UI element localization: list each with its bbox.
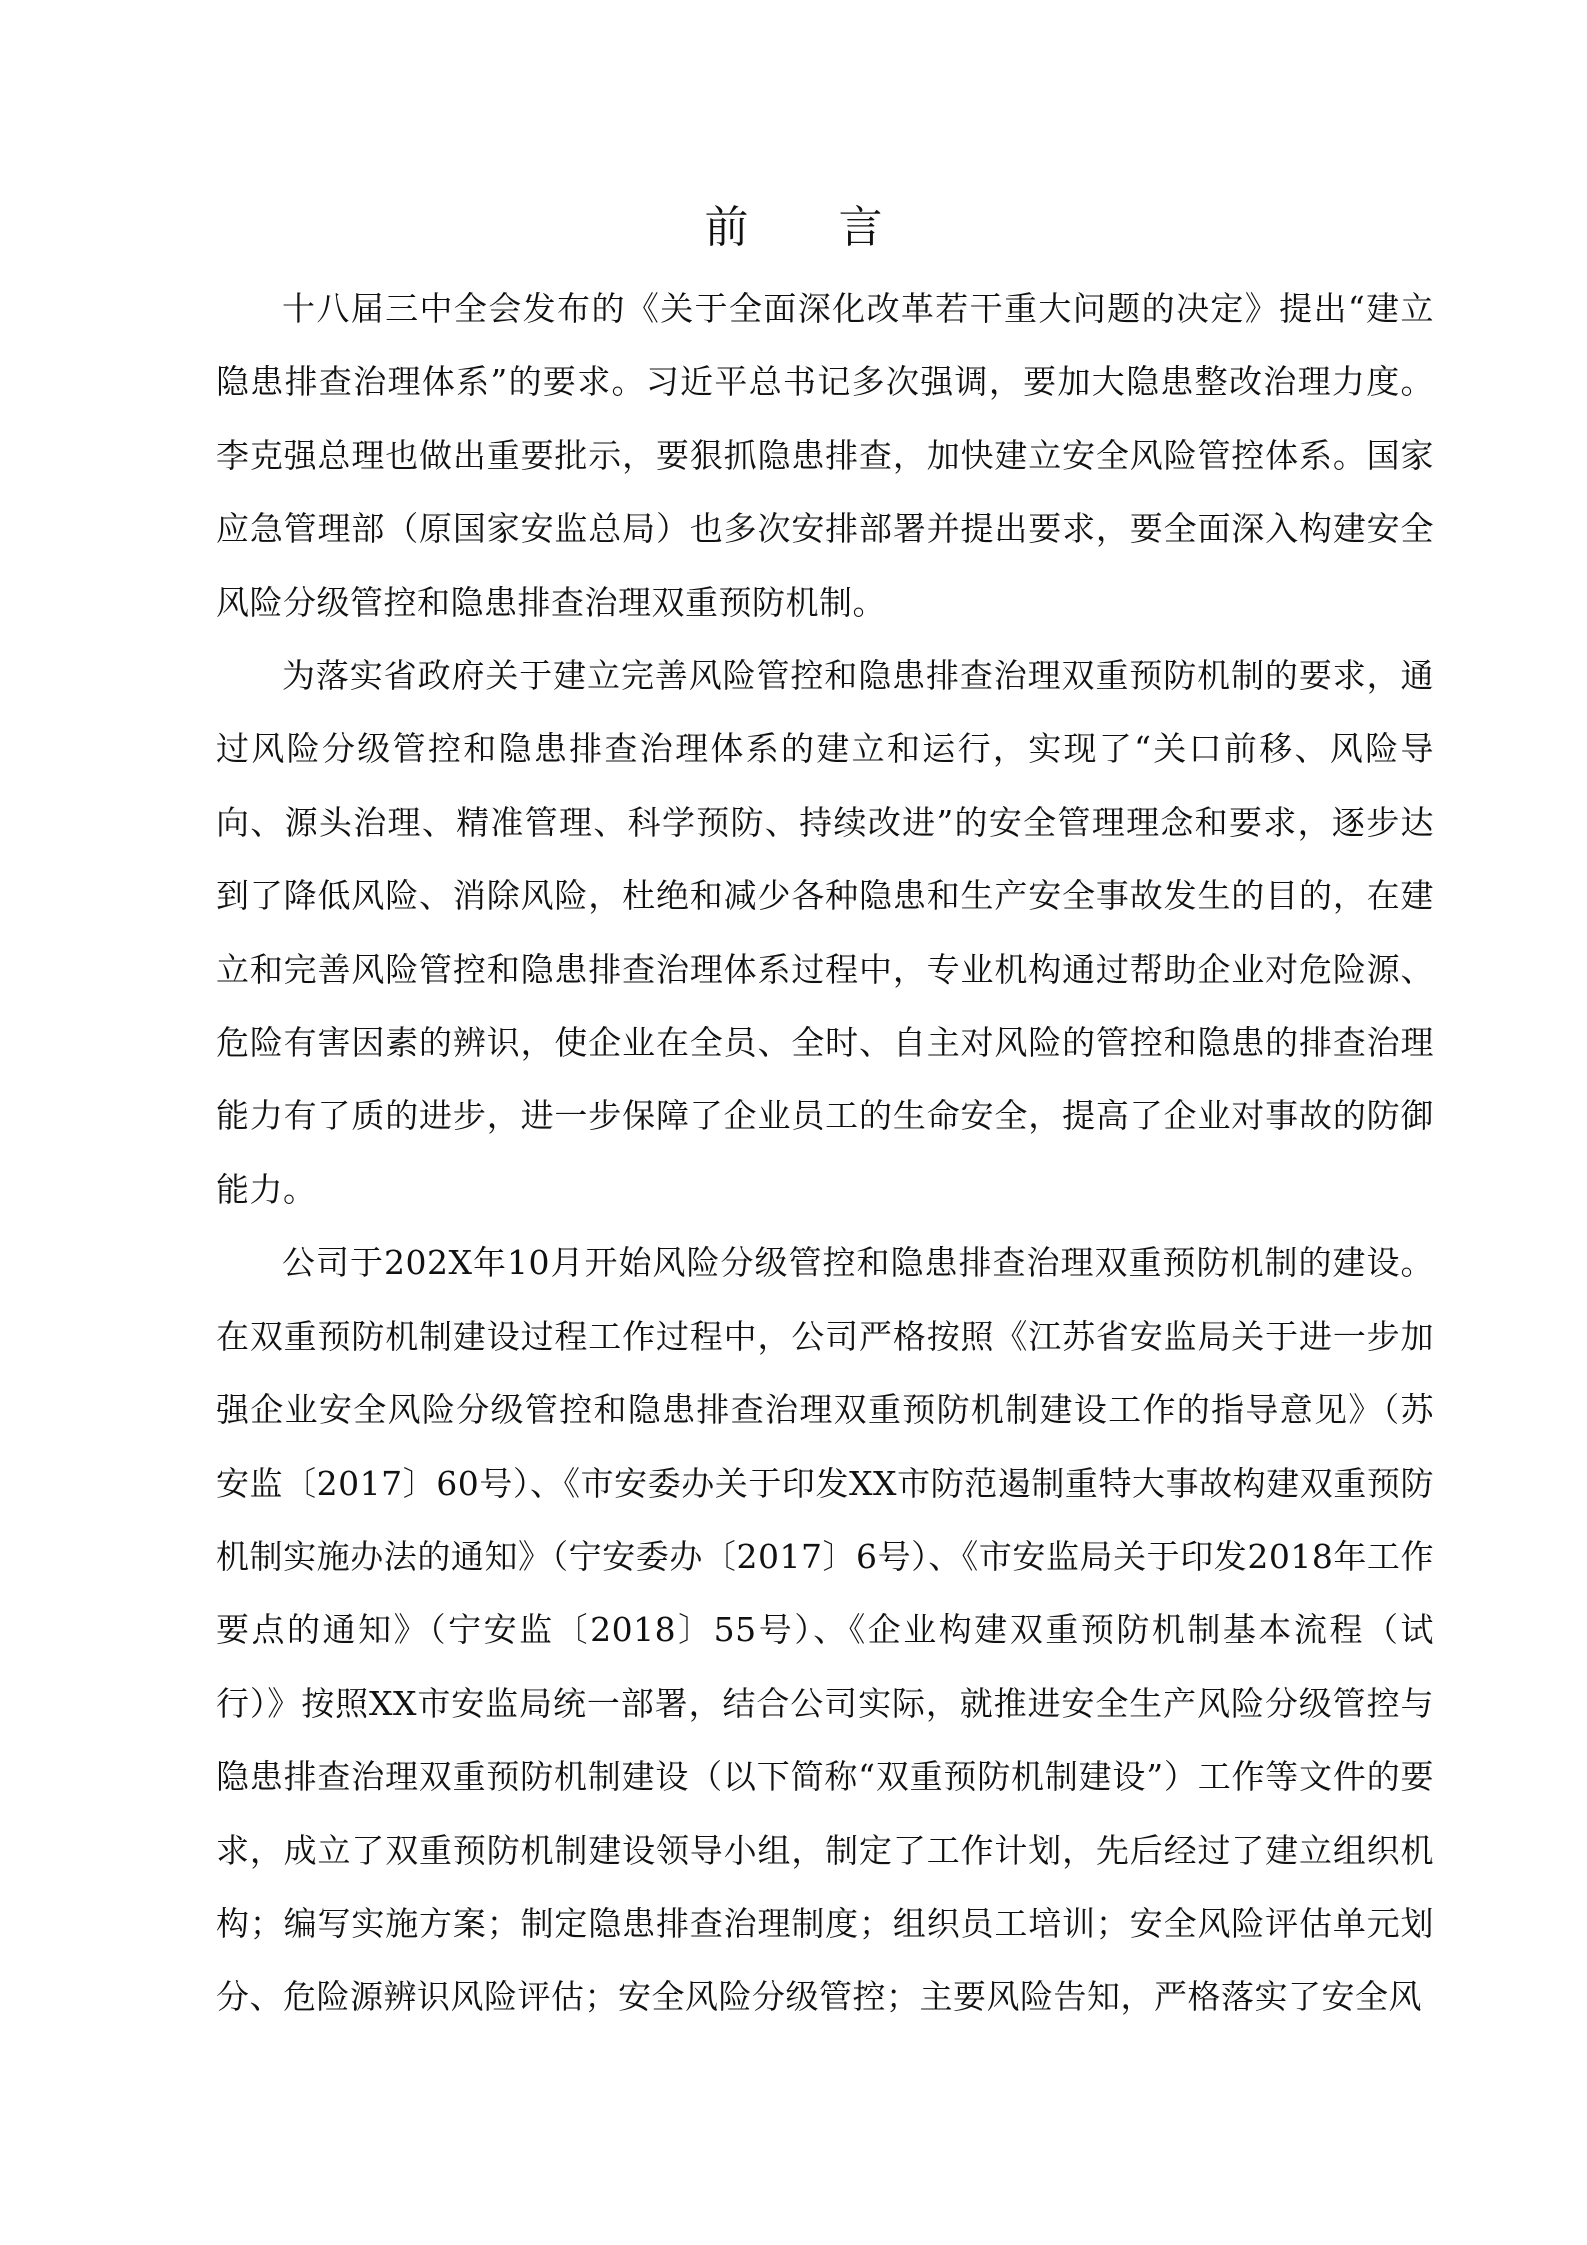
paragraph-3: 公司于202X年10月开始风险分级管控和隐患排查治理双重预防机制的建设。在双重预防机制建设过程工作过程中，公司严格按照《江苏省安监局关于进一步加强企业安全风险分级管控和隐患排查治理双重预防机制建设工作的指导意见》（苏安监〔2017〕60号）、《市安委办关于印发XX市防范遏制重特大事故构建双重预防机制实施办法的通知》（宁安委办〔2017〕6号）、《市安监局关于印发2018年工作要点的通知》（宁安监〔2018〕55号）、《企业构建双重预防机制基本流程（试行）》按照XX市安监局统一部署，结合公司实际，就推进安全生产风险分级管控与隐患排查治理双重预防机制建设（以下简称“双重预防机制建设”）工作等文件的要求，成立了双重预防机制建设领导小组，制定了工作计划，先后经过了建立组织机构；编写实施方案；制定隐患排查治理制度；组织员工培训；安全风险评估单元划分、危险源辨识风险评估；安全风险分级管控；主要风险告知，严格落实了安全风 [216,1243,1434,2017]
document-body [216,272,1434,2034]
paragraph-2: 为落实省政府关于建立完善风险管控和隐患排查治理双重预防机制的要求，通过风险分级管控和隐患排查治理体系的建立和运行，实现了“关口前移、风险导向、源头治理、精准管理、科学预防、持续改进”的安全管理理念和要求，逐步达到了降低风险、消除风险，杜绝和减少各种隐患和生产安全事故发生的目的，在建立和完善风险管控和隐患排查治理体系过程中，专业机构通过帮助企业对危险源、危险有害因素的辨识，使企业在全员、全时、自主对风险的管控和隐患的排查治理能力有了质的进步，进一步保障了企业员工的生命安全，提高了企业对事故的防御能力。 [216,656,1434,1209]
paragraph-1: 十八届三中全会发布的《关于全面深化改革若干重大问题的决定》提出“建立隐患排查治理体系”的要求。习近平总书记多次强调，要加大隐患整改治理力度。李克强总理也做出重要批示，要狠抓隐患排查，加快建立安全风险管控体系。国家应急管理部（原国家安监总局）也多次安排部署并提出要求，要全面深入构建安全风险分级管控和隐患排查治理双重预防机制。 [216,289,1434,622]
document-title: 前 言 [704,202,921,253]
